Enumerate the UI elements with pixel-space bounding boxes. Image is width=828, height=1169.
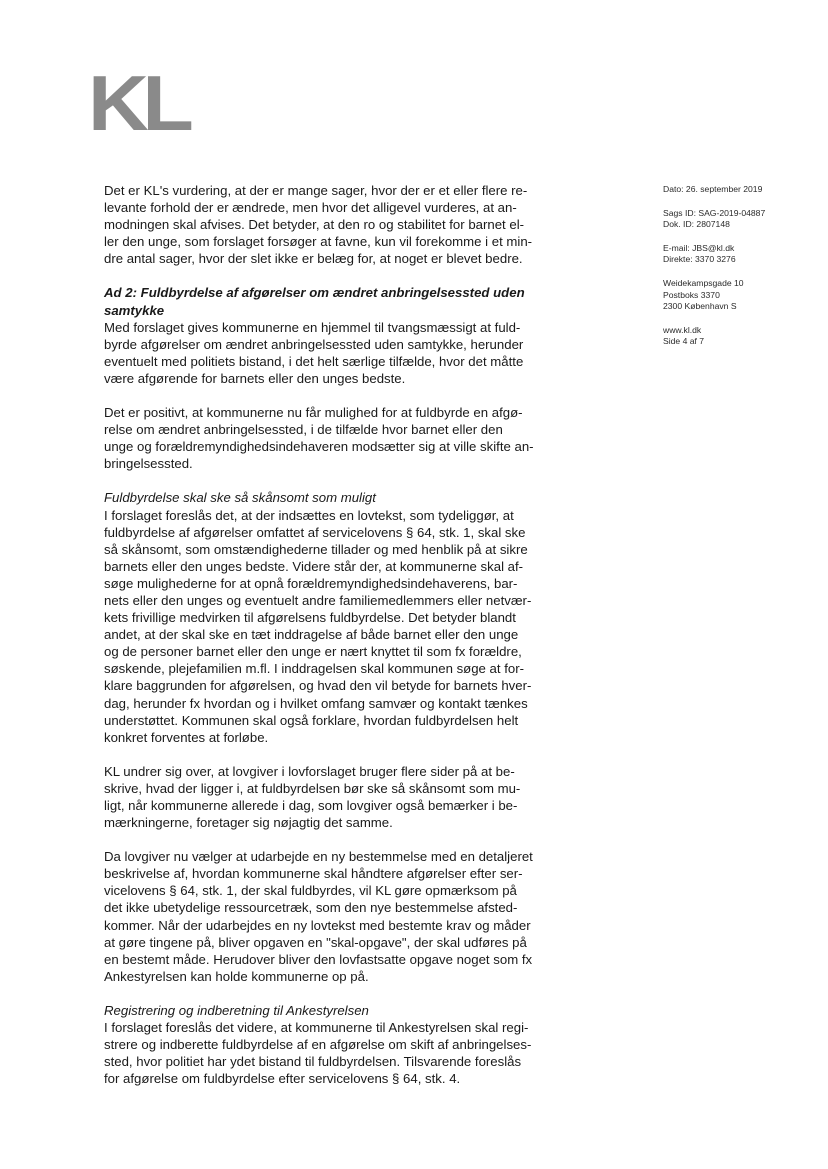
- sidebar-info: [663, 184, 813, 360]
- text-line: være afgørende for barnets eller den unges bedste.: [104, 370, 406, 386]
- direct-phone: Direkte: 3370 3276: [663, 254, 736, 265]
- address-city: 2300 København S: [663, 301, 737, 312]
- text-line: KL undrer sig over, at lovgiver i lovforslaget bruger flere sider på at be-: [104, 763, 515, 779]
- letter-body: [104, 182, 558, 1104]
- case-id: Sags ID: SAG-2019-04887: [663, 207, 766, 218]
- text-line: søge mulighederne for at opnå forældremyndighedsindehaverens, bar-: [104, 575, 518, 591]
- text-line: klare baggrunden for afgørelsen, og hvad den vil betyde for barnets hver-: [104, 678, 532, 694]
- text-line: kommer. Når der udarbejdes en ny lovtekst med bestemte krav og måder: [104, 917, 531, 933]
- text-line: søskende, plejefamilien m.fl. I inddragelsen skal kommunen søge at for-: [104, 661, 524, 677]
- text-line: ler den unge, som forslaget forsøger at favne, kun vil forekomme i et min-: [104, 234, 533, 250]
- text-line: kets frivillige medvirken til afgørelsens fuldbyrdelse. Det betyder blandt: [104, 610, 516, 626]
- date-label: Dato: 26. september 2019: [663, 184, 763, 194]
- text-line: Da lovgiver nu vælger at udarbejde en ny bestemmelse med en detaljeret: [104, 849, 533, 865]
- doc-id: Dok. ID: 2807148: [663, 219, 730, 230]
- text-line: konkret forventes at forløbe.: [104, 729, 269, 745]
- page-number: Side 4 af 7: [663, 336, 705, 347]
- text-line: skrive, hvad der ligger i, at fuldbyrdelsen bør ske så skånsomt som mu-: [104, 780, 521, 796]
- text-line: dre antal sager, hvor der slet ikke er belæg for, at noget er blevet bedre.: [104, 251, 523, 267]
- kl-logo: KL: [88, 59, 188, 147]
- text-line: ligt, når kommunerne allerede i dag, som lovgiver også bemærker i be-: [104, 798, 518, 813]
- text-line: bringelsessted.: [104, 456, 193, 472]
- address-street: Weidekampsgade 10: [663, 277, 744, 288]
- paragraph-resources: [104, 848, 558, 985]
- text-line: dag, herunder fx hvordan og i hvilket omfang samvær og kontakt tænkes: [104, 695, 528, 711]
- text-line: for afgørelse om fuldbyrdelse efter servicelovens § 64, stk. 4.: [104, 1071, 461, 1087]
- text-line: mærkningerne, foretager sig nøjagtig det samme.: [104, 815, 393, 831]
- paragraph-assessment: [104, 182, 558, 267]
- text-line: samtykke: [104, 302, 165, 318]
- text-line: sted, hvor politiet har ydet bistand til fuldbyrdelsen. Tilsvarende foreslås: [104, 1054, 522, 1070]
- text-line: strere og indberette fuldbyrdelse af en afgørelse om skift af anbringelses-: [104, 1037, 532, 1053]
- paragraph-positive: [104, 404, 558, 472]
- paragraph-proposal-gentle: [104, 507, 558, 746]
- text-line: nets eller den unges og eventuelt andre familiemedlemmers eller netvær-: [104, 592, 532, 608]
- text-line: Med forslaget gives kommunerne en hjemmel til tvangsmæssigt at fuld-: [104, 319, 521, 335]
- text-line: at gøre tingene på, bliver opgaven en "skal-opgave", der skal udføres på: [104, 934, 527, 950]
- text-line: byrde afgørelser om ændret anbringelsessted uden samtykke, herunder: [104, 336, 524, 352]
- text-line: Det er KL's vurdering, at der er mange sager, hvor der er et eller flere re-: [104, 183, 528, 198]
- paragraph-kl-wonders: [104, 763, 558, 831]
- address-pobox: Postboks 3370: [663, 289, 720, 300]
- text-line: fuldbyrdelse af afgørelser omfattet af servicelovens § 64, stk. 1, skal ske: [104, 524, 526, 540]
- text-line: Det er positivt, at kommunerne nu får mulighed for at fuldbyrde en afgø-: [104, 405, 523, 421]
- text-line: relse om ændret anbringelsessted, i de tilfælde hvor barnet eller den: [104, 422, 503, 438]
- text-line: beskrivelse af, hvordan kommunerne skal håndtere afgørelser efter ser-: [104, 866, 523, 882]
- text-line: og de personer barnet eller den unge er nært knyttet til som fx forældre,: [104, 644, 522, 660]
- text-line: så skånsomt, som omstændighederne tillader og med henblik på at sikre: [104, 541, 528, 557]
- text-line: det ikke ubetydelige ressourcetræk, som den nye bestemmelse afsted-: [104, 900, 518, 916]
- heading-registration: Registrering og indberetning til Ankestyrelsen: [104, 1002, 369, 1018]
- text-line: levante forhold der er ændrede, men hvor det alligevel vurderes, at an-: [104, 200, 517, 216]
- text-line: I forslaget foreslås det videre, at kommunerne til Ankestyrelsen skal regi-: [104, 1020, 529, 1036]
- text-line: eventuelt med politiets bistand, i det helt særlige tilfælde, hvor det måtte: [104, 353, 524, 369]
- text-line: en bestemt måde. Herudover bliver den lovfastsatte opgave noget som fx: [104, 951, 533, 967]
- website: www.kl.dk: [663, 324, 702, 335]
- heading-ad2: [104, 284, 558, 318]
- text-line: Ad 2: Fuldbyrdelse af afgørelser om ændret anbringelsessted uden: [104, 285, 525, 301]
- text-line: barnets eller den unges bedste. Videre står der, at kommunerne skal af-: [104, 558, 524, 574]
- email-contact: E-mail: JBS@kl.dk: [663, 242, 735, 253]
- text-line: modningen skal afvises. Det betyder, at den ro og stabilitet for barnet el-: [104, 217, 525, 233]
- text-line: understøttet. Kommunen skal også forklare, hvordan fuldbyrdelsen helt: [104, 712, 519, 728]
- text-line: I forslaget foreslås det, at der indsættes en lovtekst, som tydeliggør, at: [104, 507, 514, 523]
- text-line: unge og forældremyndighedsindehaveren modsætter sig at ville skifte an-: [104, 439, 534, 455]
- text-line: vicelovens § 64, stk. 1, der skal fuldbyrdes, vil KL gøre opmærksom på: [104, 883, 517, 899]
- text-line: Ankestyrelsen kan holde kommunerne op på.: [104, 968, 369, 984]
- paragraph-registration: [104, 1019, 558, 1087]
- heading-gentle-enforcement: Fuldbyrdelse skal ske så skånsomt som muligt: [104, 490, 376, 506]
- paragraph-authority: [104, 319, 558, 387]
- text-line: andet, at der skal ske en tæt inddragelse af både barnet eller den unge: [104, 627, 519, 643]
